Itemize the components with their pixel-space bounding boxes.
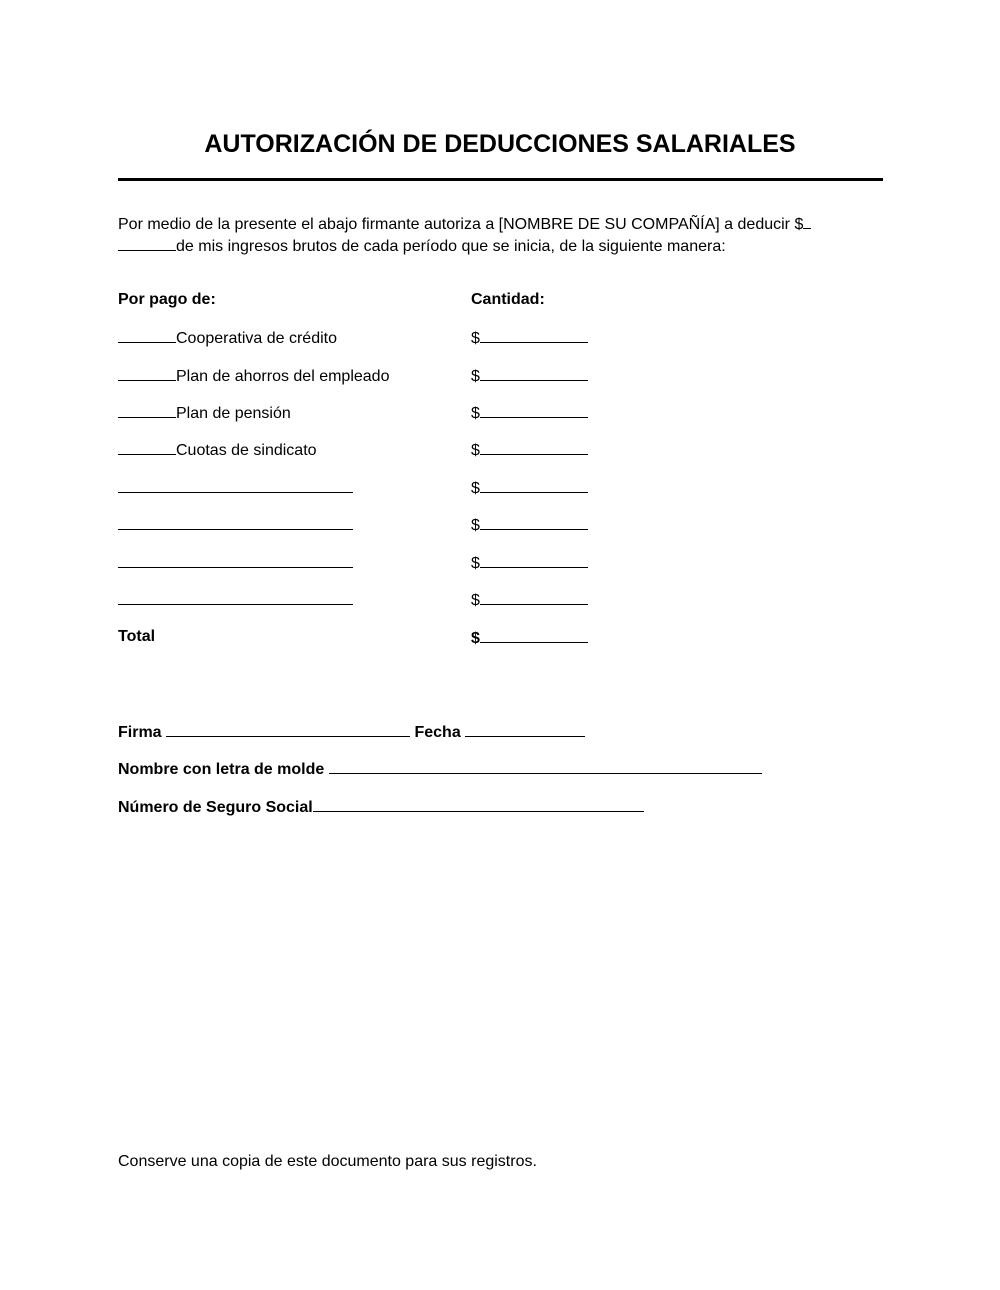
currency-symbol: $ <box>471 330 480 347</box>
print-name-row <box>118 758 762 780</box>
header-por-pago: Por pago de: <box>118 291 216 308</box>
item-label-4: Cuotas de sindicato <box>176 442 317 459</box>
custom-item-blank-4[interactable] <box>118 589 353 605</box>
amount-row-5 <box>471 477 588 499</box>
item-label-1: Cooperativa de crédito <box>176 330 337 347</box>
currency-symbol: $ <box>471 592 480 609</box>
custom-item-blank-2[interactable] <box>118 514 353 530</box>
footer-note: Conserve una copia de este documento para sus registros. <box>118 1153 537 1170</box>
check-blank-3[interactable] <box>118 402 176 418</box>
amount-row-7 <box>471 552 588 574</box>
amount-blank-6[interactable] <box>480 514 588 530</box>
amount-blank-4[interactable] <box>480 439 588 455</box>
custom-item-row-4 <box>118 589 353 611</box>
deduction-row-3 <box>118 402 291 424</box>
check-blank-2[interactable] <box>118 365 176 381</box>
signature-row <box>118 721 585 743</box>
item-label-3: Plan de pensión <box>176 405 291 422</box>
intro-text-2: de mis ingresos brutos de cada período que se inicia, de la siguiente manera: <box>176 238 726 255</box>
currency-symbol: $ <box>471 480 480 497</box>
total-amount-row <box>471 627 588 649</box>
currency-symbol: $ <box>471 368 480 385</box>
custom-item-blank-1[interactable] <box>118 477 353 493</box>
currency-symbol: $ <box>471 442 480 459</box>
amount-blank-5[interactable] <box>480 477 588 493</box>
date-label: Fecha <box>414 724 461 741</box>
amount-row-3 <box>471 402 588 424</box>
custom-item-row-3 <box>118 552 353 574</box>
print-name-field[interactable] <box>329 758 762 774</box>
title-divider <box>118 178 883 181</box>
deduction-row-1 <box>118 327 337 349</box>
deduction-row-2 <box>118 365 389 387</box>
ssn-row <box>118 796 644 818</box>
currency-symbol: $ <box>471 555 480 572</box>
amount-blank-8[interactable] <box>480 589 588 605</box>
check-blank-1[interactable] <box>118 327 176 343</box>
currency-symbol: $ <box>471 405 480 422</box>
amount-row-8 <box>471 589 588 611</box>
header-cantidad: Cantidad: <box>471 291 545 308</box>
total-label: Total <box>118 628 156 645</box>
document-title: AUTORIZACIÓN DE DEDUCCIONES SALARIALES <box>204 130 796 158</box>
amount-row-6 <box>471 514 588 536</box>
currency-symbol: $ <box>471 517 480 534</box>
amount-row-1 <box>471 327 588 349</box>
custom-item-row-1 <box>118 477 353 499</box>
signature-label: Firma <box>118 724 162 741</box>
ssn-field[interactable] <box>313 796 644 812</box>
ssn-label: Número de Seguro Social <box>118 799 313 816</box>
print-name-label: Nombre con letra de molde <box>118 761 325 778</box>
total-amount-blank[interactable] <box>480 627 588 643</box>
amount-blank-3[interactable] <box>480 402 588 418</box>
amount-row-4 <box>471 439 588 461</box>
custom-item-row-2 <box>118 514 353 536</box>
item-label-2: Plan de ahorros del empleado <box>176 368 390 385</box>
currency-symbol: $ <box>471 630 480 647</box>
deduction-amount-blank-a[interactable] <box>803 213 811 229</box>
intro-text-1: Por medio de la presente el abajo firmante autoriza a [NOMBRE DE SU COMPAÑÍA] a deducir $ <box>118 216 804 233</box>
check-blank-4[interactable] <box>118 439 176 455</box>
amount-blank-1[interactable] <box>480 327 588 343</box>
amount-row-2 <box>471 365 588 387</box>
deduction-row-4 <box>118 439 317 461</box>
amount-blank-7[interactable] <box>480 552 588 568</box>
deduction-amount-blank-b[interactable] <box>118 235 176 251</box>
custom-item-blank-3[interactable] <box>118 552 353 568</box>
intro-paragraph <box>118 213 838 257</box>
signature-field[interactable] <box>166 721 410 737</box>
date-field[interactable] <box>465 721 585 737</box>
amount-blank-2[interactable] <box>480 365 588 381</box>
